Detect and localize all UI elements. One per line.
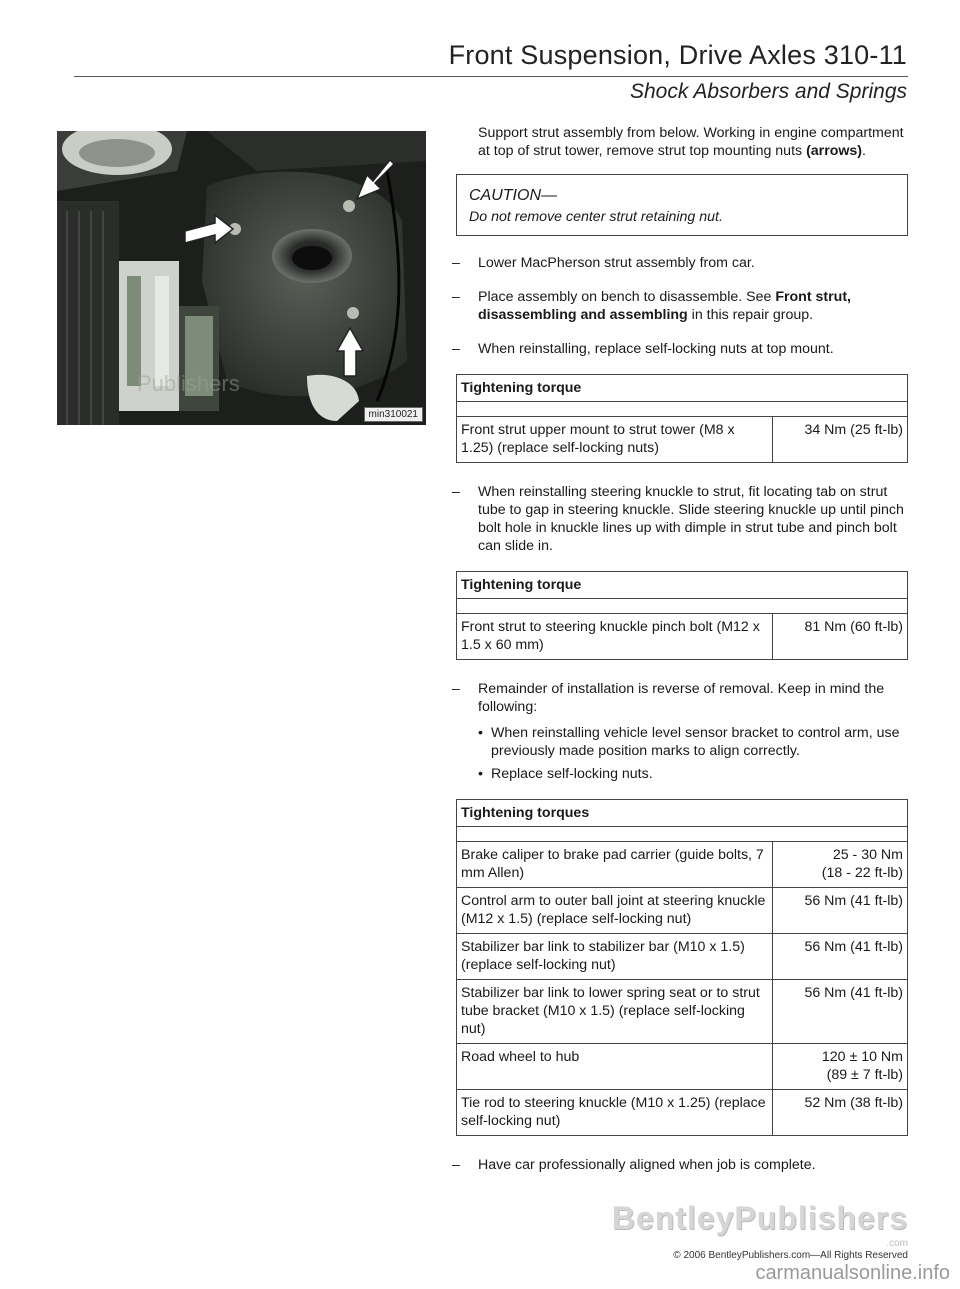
table-row	[457, 842, 908, 888]
torque-item: Brake caliper to brake pad carrier (guide bolts, 7 mm Allen)	[457, 842, 773, 888]
torque-table-heading: Tightening torques	[457, 800, 908, 827]
torque-item: Tie rod to steering knuckle (M10 x 1.25) (replace self-locking nut)	[457, 1090, 773, 1136]
intro-arrows-text: (arrows)	[806, 143, 863, 159]
intro-end-text: .	[862, 143, 866, 159]
torque-value	[773, 934, 908, 980]
caution-title: CAUTION—	[469, 187, 557, 204]
step-place-on-bench	[452, 288, 908, 324]
torque-value-line: (89 ± 7 ft-lb)	[826, 1067, 903, 1083]
dash-marker: –	[452, 255, 460, 271]
step-alignment	[452, 1156, 908, 1174]
torque-value-line: 56 Nm (41 ft-lb)	[804, 939, 903, 955]
list-item-text: Replace self-locking nuts.	[491, 766, 653, 782]
publisher-watermark-sub: .com	[886, 1238, 908, 1249]
list-item	[478, 724, 908, 760]
torque-value-line: 120 ± 10 Nm	[821, 1049, 903, 1065]
caution-text: Do not remove center strut retaining nut.	[469, 209, 723, 225]
torque-value-line: 25 - 30 Nm	[832, 847, 903, 863]
torque-value: 81 Nm (60 ft-lb)	[773, 614, 908, 660]
caution-box	[456, 174, 908, 236]
dash-marker: –	[452, 484, 460, 500]
torque-table-pinch-bolt	[456, 571, 908, 660]
torque-table-upper-mount	[456, 374, 908, 463]
torque-value-line: 52 Nm (38 ft-lb)	[804, 1095, 903, 1111]
step-text: Place assembly on bench to disassemble. See	[478, 289, 776, 305]
table-row	[457, 1090, 908, 1136]
torque-item: Stabilizer bar link to stabilizer bar (M10 x 1.5) (replace self-locking nut)	[457, 934, 773, 980]
intro-text: Support strut assembly from below. Working in engine compartment at top of strut tower, remove strut top mounting nuts	[478, 125, 904, 159]
page-header-subtitle: Shock Absorbers and Springs	[629, 80, 907, 103]
photo-faint-text: Publishers	[137, 371, 240, 396]
torque-table-heading: Tightening torque	[457, 572, 908, 599]
table-row	[457, 417, 908, 463]
publisher-watermark: BentleyPublishers	[611, 1200, 908, 1236]
step-replace-nuts	[452, 340, 908, 358]
bullet-marker: •	[478, 766, 483, 782]
torque-value: 34 Nm (25 ft-lb)	[773, 417, 908, 463]
step-text: in this repair group.	[687, 307, 814, 323]
photo-id-label: min310021	[364, 407, 423, 422]
step-text: When reinstalling, replace self-locking nuts at top mount.	[478, 341, 834, 357]
copyright-notice: © 2006 BentleyPublishers.com—All Rights Reserved	[673, 1250, 908, 1261]
dash-marker: –	[452, 289, 460, 305]
torque-table-final	[456, 799, 908, 1136]
intro-step	[456, 124, 908, 160]
cross-reference-link[interactable]: Front strut, disassembling and assembling	[478, 289, 851, 323]
torque-value	[773, 1090, 908, 1136]
dash-marker: –	[452, 681, 460, 697]
torque-item: Stabilizer bar link to lower spring seat or to strut tube bracket (M10 x 1.5) (replace self-locking nut)	[457, 980, 773, 1044]
torque-item: Road wheel to hub	[457, 1044, 773, 1090]
step-text: When reinstalling steering knuckle to strut, fit locating tab on strut tube to gap in steering knuckle. Slide steering knuckle up until pinch bolt hole in knuckle lines up with dimple in strut tube and pinch bolt can slide in.	[478, 484, 904, 554]
page-header-title: Front Suspension, Drive Axles 310-11	[448, 40, 907, 70]
table-row	[457, 888, 908, 934]
bullet-list	[478, 724, 908, 783]
torque-value	[773, 1044, 908, 1090]
torque-value-line: (18 - 22 ft-lb)	[821, 865, 903, 881]
site-watermark: carmanualsonline.info	[755, 1262, 950, 1284]
table-row	[457, 614, 908, 660]
header-rule	[74, 76, 908, 77]
table-row	[457, 1044, 908, 1090]
strut-tower-illustration	[57, 131, 426, 425]
bullet-marker: •	[478, 725, 483, 741]
step-text: Remainder of installation is reverse of removal. Keep in mind the following:	[478, 681, 885, 715]
torque-item: Front strut to steering knuckle pinch bolt (M12 x 1.5 x 60 mm)	[457, 614, 773, 660]
torque-value	[773, 980, 908, 1044]
torque-value-line: 56 Nm (41 ft-lb)	[804, 985, 903, 1001]
dash-marker: –	[452, 1157, 460, 1173]
torque-table-heading: Tightening torque	[457, 375, 908, 402]
step-text: Lower MacPherson strut assembly from car.	[478, 255, 755, 271]
step-lower-strut	[452, 254, 908, 272]
strut-tower-photo	[57, 131, 426, 425]
torque-value-line: 56 Nm (41 ft-lb)	[804, 893, 903, 909]
table-row	[457, 980, 908, 1044]
step-remainder-installation	[452, 680, 908, 783]
step-text: Have car professionally aligned when job is complete.	[478, 1157, 816, 1173]
list-item	[478, 765, 908, 783]
torque-item: Control arm to outer ball joint at steering knuckle (M12 x 1.5) (replace self-locking nut)	[457, 888, 773, 934]
table-row	[457, 934, 908, 980]
torque-value	[773, 842, 908, 888]
list-item-text: When reinstalling vehicle level sensor bracket to control arm, use previously made position marks to align correctly.	[491, 725, 900, 759]
torque-value	[773, 888, 908, 934]
torque-item: Front strut upper mount to strut tower (M8 x 1.25) (replace self-locking nuts)	[457, 417, 773, 463]
dash-marker: –	[452, 341, 460, 357]
procedure-content	[452, 124, 908, 1190]
step-steering-knuckle	[452, 483, 908, 555]
